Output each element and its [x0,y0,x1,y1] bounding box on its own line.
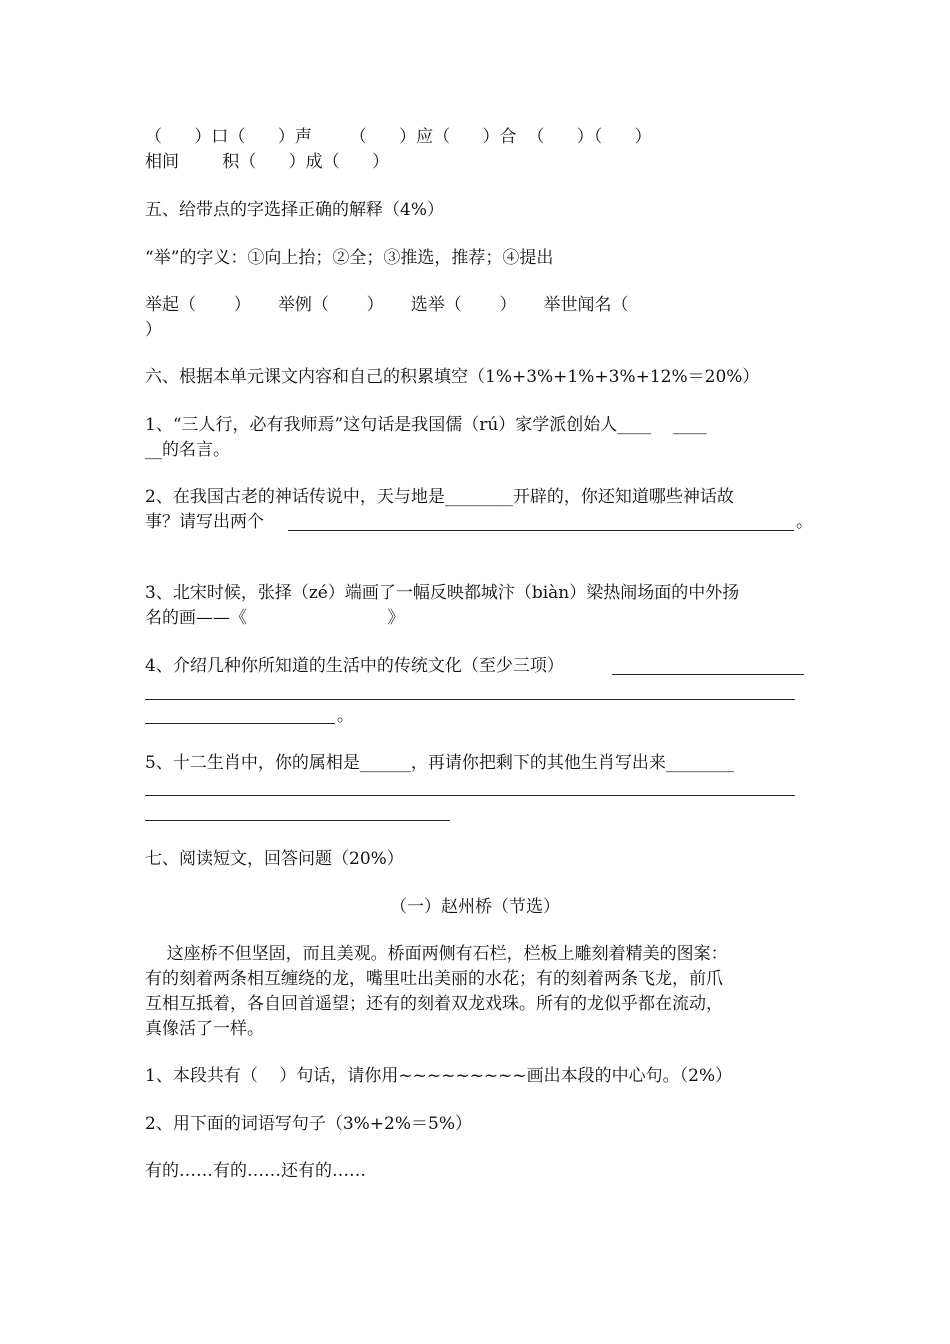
question-6-3-line-1: 3、北宋时候，张择（zé）端画了一幅反映都城汴（biàn）梁热闹场面的中外扬 [145,583,740,603]
answer-blank-zodiac-2[interactable] [145,820,450,821]
question-6-3-line-2: 名的画——《 》 [145,608,405,628]
passage-line-3: 互相互抵着，各自回首遥望；还有的刻着双龙戏珠。所有的龙似乎都在流动， [145,994,723,1014]
answer-blank-culture-2[interactable] [145,699,795,700]
question-6-2-line-1: 2、在我国古老的神话传说中，天与地是________开辟的，你还知道哪些神话故 [145,487,734,507]
question-7-2-words: 有的……有的……还有的…… [145,1161,366,1181]
section-6-title: 六、根据本单元课文内容和自己的积累填空（1%+3%+1%+3%+12%＝20%） [145,367,760,387]
passage-line-4: 真像活了一样。 [145,1019,264,1039]
section-5-title: 五、给带点的字选择正确的解释（4%） [145,200,444,220]
meaning-options-line: 举起（ ） 举例（ ） 选举（ ） 举世闻名（ [145,295,629,315]
passage-line-1: 这座桥不但坚固，而且美观。桥面两侧有石栏，栏板上雕刻着精美的图案： [145,944,728,964]
answer-blank-culture-1[interactable] [612,674,804,675]
idiom-fill-line-1: （ ）口（ ）声 （ ）应（ ）合 （ ）（ ） [145,127,652,147]
passage-line-2: 有的刻着两条相互缠绕的龙，嘴里吐出美丽的水花；有的刻着两条飞龙，前爪 [145,969,723,989]
question-6-4-end: 。 [337,706,354,726]
question-7-1: 1、本段共有（ ）句话，请你用~~~~~~~~~画出本段的中心句。（2%） [145,1066,733,1086]
question-6-2-end: 。 [796,512,813,532]
question-6-2-line-2: 事？请写出两个 [145,512,270,532]
meaning-options-tail: ） [145,320,162,340]
question-7-2: 2、用下面的词语写句子（3%+2%＝5%） [145,1114,472,1134]
question-6-1-line-1: 1、“三人行，必有我师焉”这句话是我国儒（rú）家学派创始人____ ____ [145,415,707,435]
character-meanings: “举”的字义：①向上抬；②全；③推选，推荐；④提出 [145,248,554,268]
answer-blank-myths[interactable] [288,530,794,531]
idiom-fill-line-2: 相间 积（ ）成（ ） [145,152,390,172]
answer-blank-culture-3[interactable] [145,723,335,724]
section-7-title: 七、阅读短文，回答问题（20%） [145,849,404,869]
question-6-5-line-1: 5、十二生肖中，你的属相是______，再请你把剩下的其他生肖写出来________ [145,753,734,773]
question-6-4-line-1: 4、介绍几种你所知道的生活中的传统文化（至少三项） [145,656,564,676]
passage-title: （一）赵州桥（节选） [390,897,560,917]
answer-blank-zodiac-1[interactable] [145,795,795,796]
question-6-1-line-2: __的名言。 [145,440,230,460]
